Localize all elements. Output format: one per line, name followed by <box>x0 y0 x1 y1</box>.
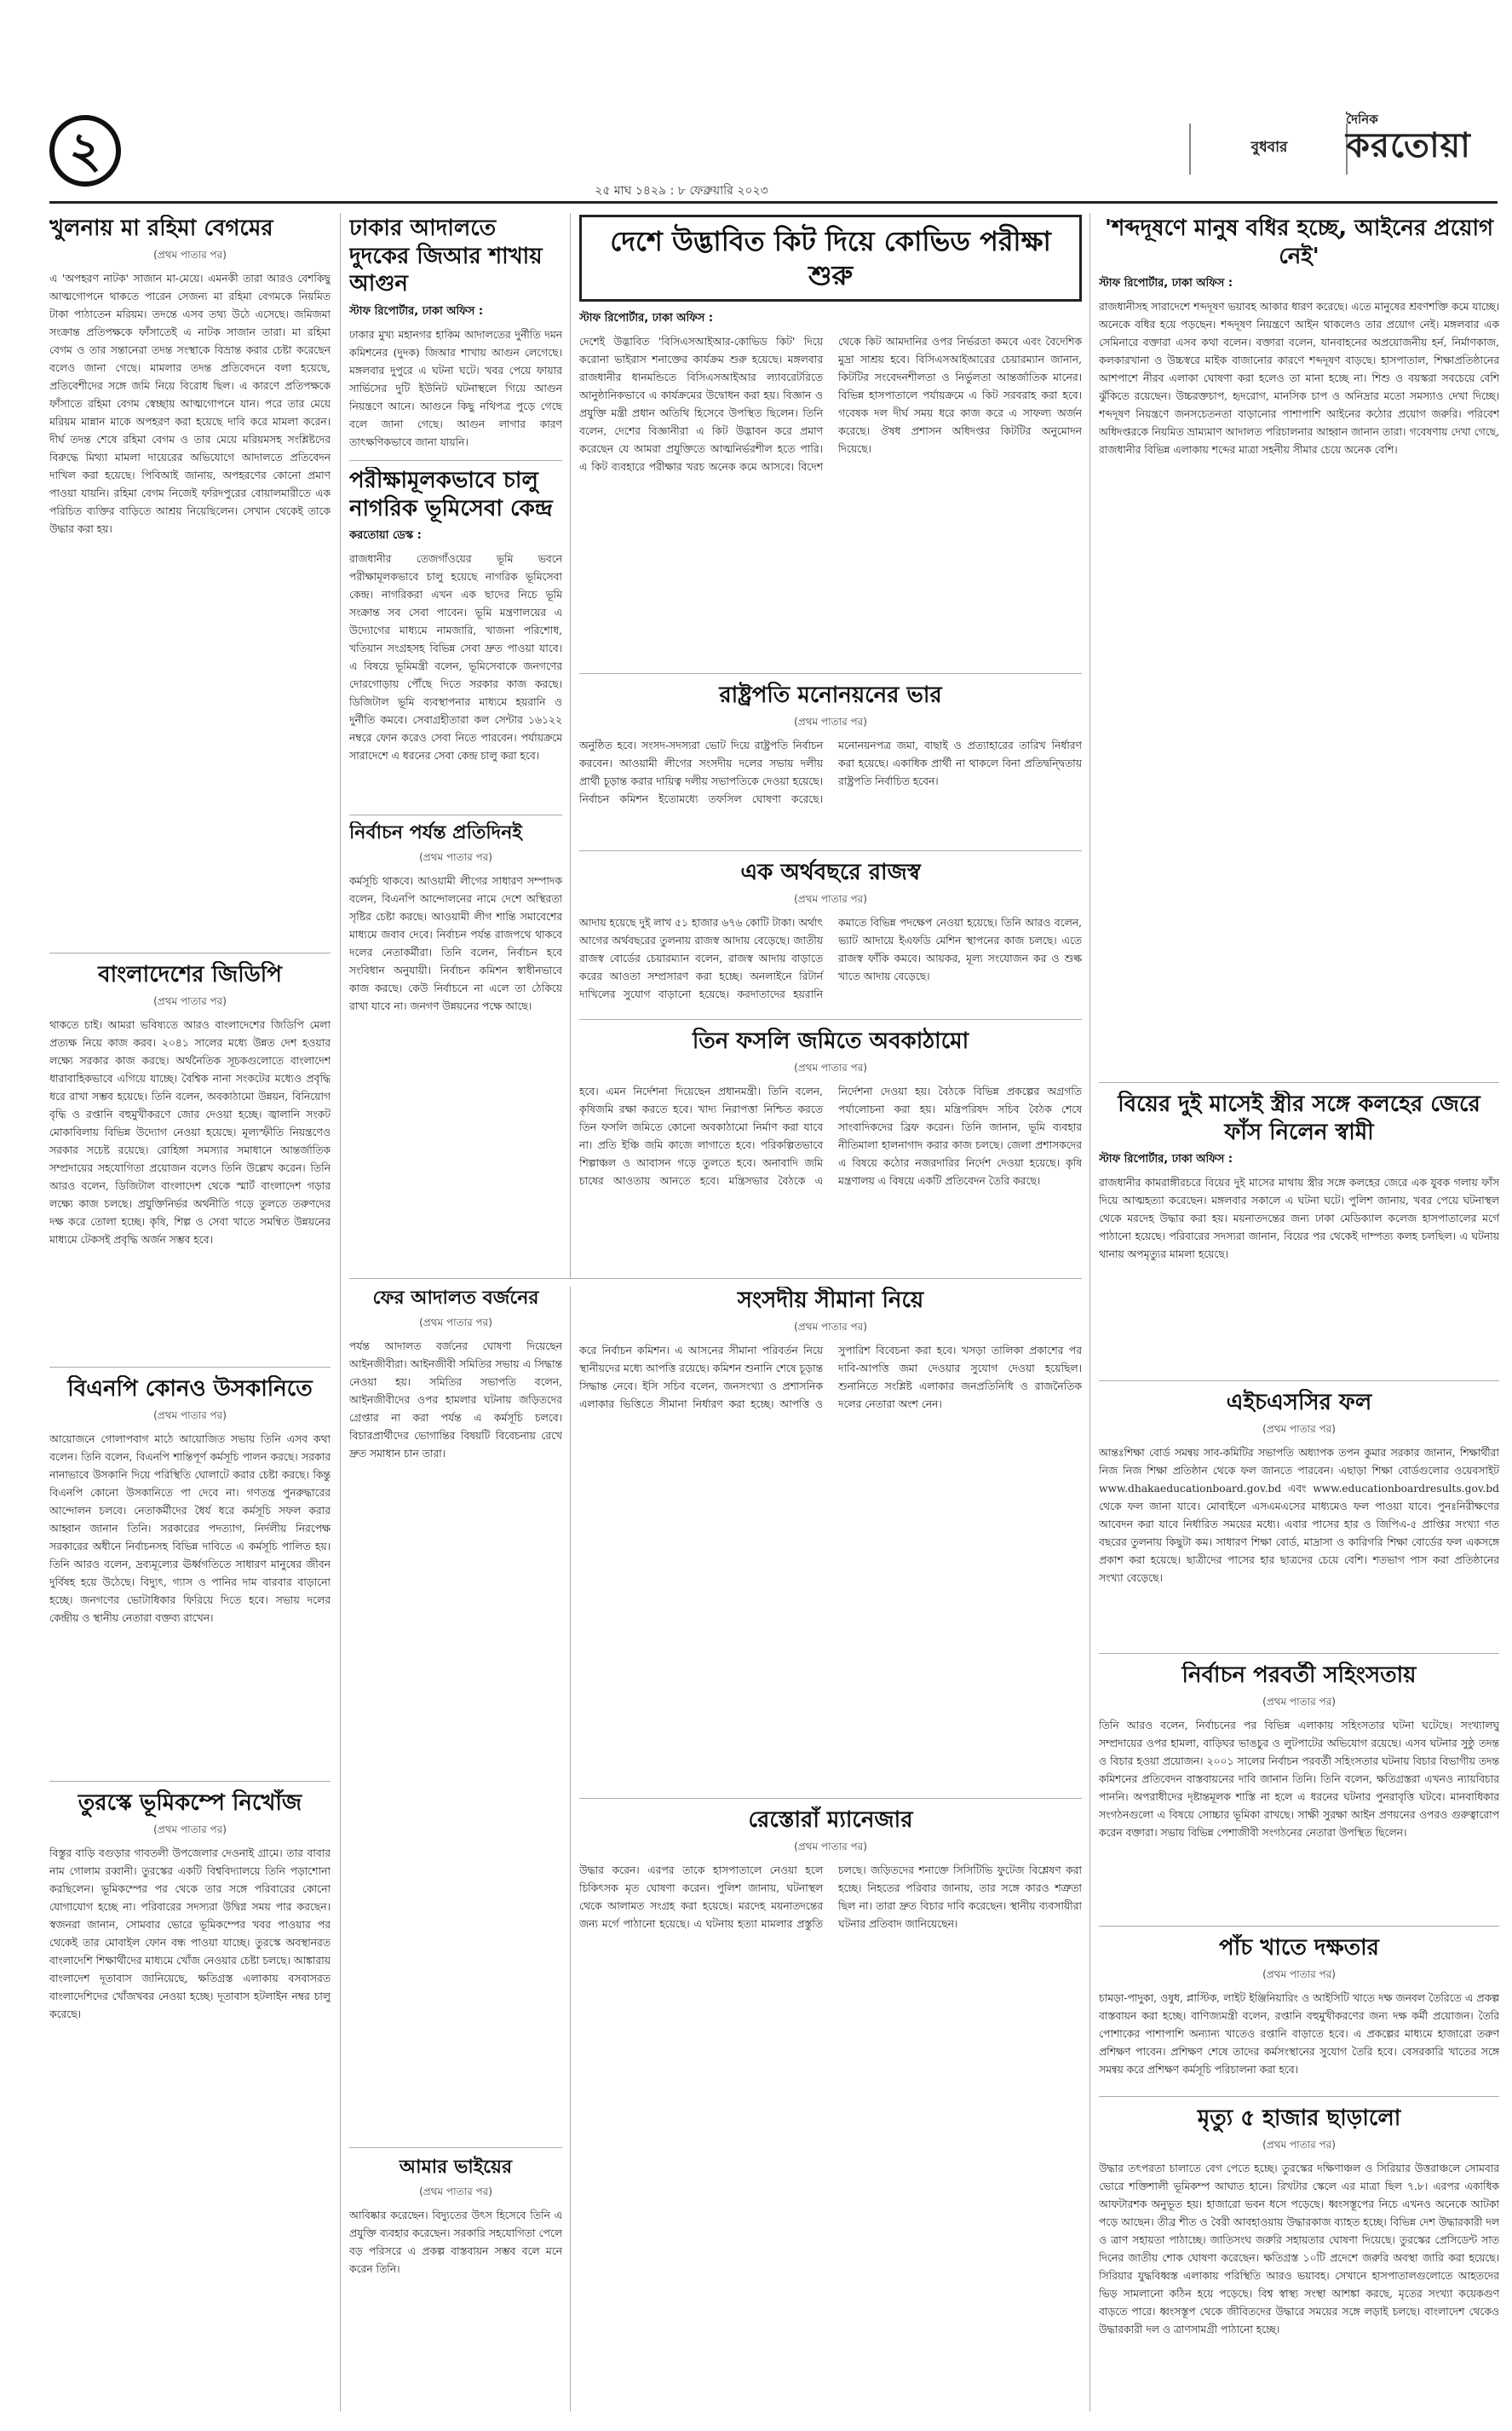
article-body: চামড়া-পাদুকা, ওষুধ, প্লাস্টিক, লাইট ইঞ্জিনিয়ারিং ও আইসিটি খাতে দক্ষ জনবল তৈরিতে এ প্রকল্প বাস্তবায়ন করা হচ্ছে। বাণিজ্যমন্ত্রী বলেন, রপ্তানি বহুমুখীকরণের জন্য দক্ষ কর্মী প্রয়োজন। তৈরি পোশাকের পাশাপাশি অন্যান্য খাতেও রপ্তানি বাড়াতে হবে। এ প্রকল্পের মাধ্যমে হাজারো তরুণ প্রশিক্ষণ পাবেন। প্রশিক্ষণ শেষে তাদের কর্মসংস্থানের সুযোগ তৈরি হবে। বেসরকারি খাতের সঙ্গে সমন্বয় করে প্রশিক্ষণ কর্মসূচি পরিচালনা করা হবে। <box>1099 1991 1499 2076</box>
article-byline: স্টাফ রিপোর্টার, ঢাকা অফিস : <box>1099 277 1233 290</box>
article-byline: স্টাফ রিপোর্টার, ঢাকা অফিস : <box>1099 1153 1233 1166</box>
article <box>579 682 1082 844</box>
article-divider <box>579 673 1082 674</box>
article-body: আবিষ্কার করেছেন। বিদ্যুতের উৎস হিসেবে তিনি এ প্রযুক্তি ব্যবহার করেছেন। সরকারি সহযোগিতা পেলে বড় পরিসরে এ প্রকল্প বাস্তবায়ন সম্ভব বলে মনে করেন তিনি। <box>349 2209 562 2275</box>
article-byline: স্টাফ রিপোর্টার, ঢাকা অফিস : <box>349 304 484 318</box>
article <box>579 215 1082 666</box>
article-body: বিস্তুর বাড়ি বগুড়ার গাবতলী উপজেলার দেওনাই গ্রামে। তার বাবার নাম গোলাম রব্বানী। তুরস্কের একটি বিশ্ববিদ্যালয়ে তিনি পড়াশোনা করছিলেন। ভূমিকম্পের পর থেকে তার সঙ্গে পরিবারের কোনো যোগাযোগ হচ্ছে না। পরিবারের সদস্যরা উদ্বিগ্ন সময় পার করছেন। স্বজনরা জানান, সোমবার ভোরে ভূমিকম্পের খবর পাওয়ার পর থেকেই তার মোবাইল ফোন বন্ধ পাওয়া যাচ্ছে। তুরস্কে অবস্থানরত বাংলাদেশি শিক্ষার্থীদের মাধ্যমে খোঁজ নেওয়ার চেষ্টা চলছে। আঙ্কারায় বাংলাদেশ দূতাবাস জানিয়েছে, ক্ষতিগ্রস্ত এলাকায় বসবাসরত বাংলাদেশিদের খোঁজখবর নেওয়া হচ্ছে। দূতাবাস হটলাইন নম্বর চালু করেছে। <box>49 1846 331 2020</box>
article <box>1099 1389 1499 1645</box>
article-body: থাকতে চাই। আমরা ভবিষ্যতে আরও বাংলাদেশের জিডিপি মেলা প্রত্যক্ষ নিয়ে কাজ করব। ২০৪১ সালের মধ্যে উন্নত দেশ হওয়ার লক্ষ্যে সরকার কাজ করছে। অর্থনৈতিক সূচকগুলোতে বাংলাদেশ ধারাবাহিকভাবে এগিয়ে যাচ্ছে। বৈশ্বিক নানা সংকটের মধ্যেও প্রবৃদ্ধি ধরে রাখা সম্ভব হয়েছে। তিনি বলেন, অবকাঠামো উন্নয়ন, বিনিয়োগ বৃদ্ধি ও রপ্তানি বহুমুখীকরণে জোর দেওয়া হচ্ছে। জ্বালানি সংকট মোকাবিলায় বিভিন্ন উদ্যোগ নেওয়া হয়েছে। মূল্যস্ফীতি নিয়ন্ত্রণেও সরকার সচেষ্ট রয়েছে। রোহিঙ্গা সমস্যার সমাধানে আন্তর্জাতিক সম্প্রদায়ের সহযোগিতা প্রয়োজন বলেও তিনি উল্লেখ করেন। তিনি আরও বলেন, ডিজিটাল বাংলাদেশ থেকে স্মার্ট বাংলাদেশ গড়ার লক্ষ্যে কাজ চলছে। প্রযুক্তিনির্ভর অর্থনীতি গড়ে তুলতে তরুণদের দক্ষ করে তোলা হচ্ছে। কৃষি, শিল্প ও সেবা খাতে সমন্বিত উন্নয়নের মাধ্যমে টেকসই প্রবৃদ্ধি অর্জন সম্ভব হবে। <box>49 1018 331 1246</box>
article <box>349 467 562 808</box>
article-headline: খুলনায় মা রহিমা বেগমের <box>49 216 273 241</box>
article-continued: (প্রথম পাতার পর) <box>419 1316 492 1328</box>
article-continued: (প্রথম পাতার পর) <box>794 1320 867 1333</box>
article <box>49 1789 331 2411</box>
article-continued: (প্রথম পাতার পর) <box>1262 1422 1336 1435</box>
article-body: হবে। এমন নির্দেশনা দিয়েছেন প্রধানমন্ত্রী। তিনি বলেন, কৃষিজমি রক্ষা করতে হবে। খাদ্য নিরাপত্তা নিশ্চিত করতে তিন ফসলি জমিতে কোনো অবকাঠামো নির্মাণ করা যাবে না। প্রতি ইঞ্চি জমি কাজে লাগাতে হবে। পরিকল্পিতভাবে শিল্পাঞ্চল ও আবাসন গড়ে তুলতে হবে। অনাবাদি জমি চাষের আওতায় আনতে হবে। মন্ত্রিসভার বৈঠকে এ নির্দেশনা দেওয়া হয়। বৈঠকে বিভিন্ন প্রকল্পের অগ্রগতি পর্যালোচনা করা হয়। মন্ত্রিপরিষদ সচিব বৈঠক শেষে সাংবাদিকদের ব্রিফ করেন। তিনি জানান, ভূমি ব্যবহার নীতিমালা হালনাগাদ করার কাজ চলছে। জেলা প্রশাসকদের এ বিষয়ে কঠোর নজরদারির নির্দেশ দেওয়া হয়েছে। কৃষি মন্ত্রণালয় এ বিষয়ে একটি প্রতিবেদন তৈরি করছে। <box>579 1085 1082 1187</box>
article-divider <box>349 460 562 461</box>
article-body: দেশেই উদ্ভাবিত 'বিসিএসআইআর-কোভিড কিট' দিয়ে করোনা ভাইরাস শনাক্তের কার্যক্রম শুরু হয়েছে। মঙ্গলবার রাজধানীর ধানমন্ডিতে বিসিএসআইআর ল্যাবরেটরিতে আনুষ্ঠানিকভাবে এ কার্যক্রমের উদ্বোধন করা হয়। বিজ্ঞান ও প্রযুক্তি মন্ত্রী প্রধান অতিথি হিসেবে উপস্থিত ছিলেন। তিনি বলেন, দেশের বিজ্ঞানীরা এ কিট উদ্ভাবন করে প্রমাণ করেছেন যে আমরা প্রযুক্তিতে আত্মনির্ভরশীল হতে পারি। এ কিট ব্যবহারে পরীক্ষার খরচ অনেক কমে আসবে। বিদেশ থেকে কিট আমদানির ওপর নির্ভরতা কমবে এবং বৈদেশিক মুদ্রা সাশ্রয় হবে। বিসিএসআইআরের চেয়ারম্যান জানান, কিটটির সংবেদনশীলতা ও নির্ভুলতা আন্তর্জাতিক মানের। বিভিন্ন হাসপাতালে পর্যায়ক্রমে এ কিট সরবরাহ করা হবে। গবেষক দল দীর্ঘ সময় ধরে কাজ করে এ সাফল্য অর্জন করেছে। ঔষধ প্রশাসন অধিদপ্তর কিটটির অনুমোদন দিয়েছে। <box>579 336 1082 473</box>
article <box>1099 215 1499 1075</box>
article-continued: (প্রথম পাতার পর) <box>153 1408 227 1421</box>
article <box>349 821 562 1264</box>
article-continued: (প্রথম পাতার পর) <box>794 1840 867 1852</box>
article-divider <box>579 1019 1082 1020</box>
article-headline: এইচএসসির ফল <box>1226 1390 1372 1415</box>
article-body: তিনি আরও বলেন, নির্বাচনের পর বিভিন্ন এলাকায় সহিংসতার ঘটনা ঘটেছে। সংখ্যালঘু সম্প্রদায়ের ওপর হামলা, বাড়িঘর ভাঙচুর ও লুটপাটের অভিযোগ রয়েছে। এসব ঘটনার সুষ্ঠু তদন্ত ও বিচার হওয়া প্রয়োজন। ২০০১ সালের নির্বাচন পরবর্তী সহিংসতার ঘটনায় বিচার বিভাগীয় তদন্ত কমিশনের প্রতিবেদন বাস্তবায়নের দাবি জানান তিনি। তিনি বলেন, ক্ষতিগ্রস্তরা এখনও ন্যায়বিচার পাননি। অপরাধীদের দৃষ্টান্তমূলক শাস্তি না হলে এ ধরনের ঘটনার পুনরাবৃত্তি ঘটবে। মানবাধিকার সংগঠনগুলো এ বিষয়ে সোচ্চার ভূমিকা রাখছে। সাক্ষী সুরক্ষা আইন প্রণয়নের ওপরও গুরুত্বারোপ করেন বক্তারা। সভায় বিভিন্ন পেশাজীবী সংগঠনের নেতারা উপস্থিত ছিলেন। <box>1099 1719 1499 1839</box>
article <box>1099 1662 1499 1917</box>
page-number-badge: ২ <box>49 115 121 187</box>
article <box>1099 1934 1499 2088</box>
article-headline: নির্বাচন পরবর্তী সহিংসতায় <box>1181 1662 1417 1688</box>
article-divider <box>1099 2096 1499 2097</box>
article-headline: পরীক্ষামূলকভাবে চালু নাগরিক ভূমিসেবা কেন্দ্র <box>349 468 553 521</box>
article <box>49 215 331 948</box>
article-continued: (প্রথম পাতার পর) <box>419 850 492 863</box>
article-headline: ঢাকার আদালতে দুদকের জিআর শাখায় আগুন <box>349 216 543 297</box>
article-divider <box>1099 1082 1499 1083</box>
article-headline: নির্বাচন পর্যন্ত প্রতিদিনই <box>349 822 522 844</box>
article <box>49 961 331 1362</box>
article-divider <box>1099 1926 1499 1927</box>
article-continued: (প্রথম পাতার পর) <box>1262 2138 1336 2151</box>
article-body: ঢাকার মুখ্য মহানগর হাকিম আদালতের দুর্নীতি দমন কমিশনের (দুদক) জিআর শাখায় আগুন লেগেছে। মঙ্গলবার দুপুরে এ ঘটনা ঘটে। খবর পেয়ে ফায়ার সার্ভিসের দুটি ইউনিট ঘটনাস্থলে গিয়ে আগুন নিয়ন্ত্রণে আনে। আগুনে কিছু নথিপত্র পুড়ে গেছে বলে জানা গেছে। আগুন লাগার কারণ তাৎক্ষণিকভাবে জানা যায়নি। <box>349 328 562 448</box>
article-divider <box>349 1278 1082 1279</box>
article-divider <box>1099 1380 1499 1381</box>
article-headline: বিএনপি কোনও উসকানিতে <box>67 1376 313 1402</box>
article-body: কর্মসূচি থাকবে। আওয়ামী লীগের সাধারণ সম্পাদক বলেন, বিএনপি আন্দোলনের নামে দেশে অস্থিরতা সৃষ্টির চেষ্টা করছে। আওয়ামী লীগ শান্তি সমাবেশের মাধ্যমে জবাব দেবে। নির্বাচন পর্যন্ত রাজপথে থাকবে দলের নেতাকর্মীরা। তিনি বলেন, নির্বাচন হবে সংবিধান অনুযায়ী। নির্বাচন কমিশন স্বাধীনভাবে কাজ করছে। কেউ নির্বাচনে না এলে তা ঠেকিয়ে রাখা যাবে না। জনগণ উন্নয়নের পক্ষে আছে। <box>349 874 562 1012</box>
article-continued: (প্রথম পাতার পর) <box>153 994 227 1007</box>
article-divider <box>349 2147 562 2148</box>
article <box>349 215 562 453</box>
article-body: আদায় হয়েছে দুই লাখ ৫১ হাজার ৬৭৬ কোটি টাকা। অর্থাৎ আগের অর্থবছরের তুলনায় রাজস্ব আদায় বেড়েছে। জাতীয় রাজস্ব বোর্ডের চেয়ারম্যান বলেন, রাজস্ব আদায় বাড়াতে করের আওতা সম্প্রসারণ করা হচ্ছে। অনলাইনে রিটার্ন দাখিলের সুযোগ বাড়ানো হয়েছে। করদাতাদের হয়রানি কমাতে বিভিন্ন পদক্ষেপ নেওয়া হয়েছে। তিনি আরও বলেন, ভ্যাট আদায়ে ইএফডি মেশিন স্থাপনের কাজ চলছে। এতে রাজস্ব ফাঁকি কমবে। আয়কর, মূল্য সংযোজন কর ও শুল্ক খাতে আদায় বেড়েছে। <box>579 916 1082 1000</box>
day-name: বুধবার <box>1250 139 1288 156</box>
article-continued: (প্রথম পাতার পর) <box>153 248 227 261</box>
article-body: আন্তঃশিক্ষা বোর্ড সমন্বয় সাব-কমিটির সভাপতি অধ্যাপক তপন কুমার সরকার জানান, শিক্ষার্থীরা নিজ নিজ শিক্ষা প্রতিষ্ঠান থেকে ফল জানতে পারবেন। এছাড়া শিক্ষা বোর্ডগুলোর ওয়েবসাইট www.dhakaeducationboard.gov.bd এবং www.educationboardresults.gov.bd থেকে ফল জানা যাবে। মোবাইলে এসএমএসের মাধ্যমেও ফল পাওয়া যাবে। পুনঃনিরীক্ষণের আবেদন করা যাবে নির্ধারিত সময়ের মধ্যে। এবার পাসের হার ও জিপিএ-৫ প্রাপ্তির সংখ্যা গত বছরের তুলনায় কিছুটা কম। সাধারণ শিক্ষা বোর্ড, মাদ্রাসা ও কারিগরি শিক্ষা বোর্ডের ফল একসঙ্গে প্রকাশ করা হয়েছে। ছাত্রীদের পাসের হার ছাত্রদের চেয়ে বেশি। শতভাগ পাস করা প্রতিষ্ঠানের সংখ্যা বেড়েছে। <box>1099 1446 1499 1584</box>
logo-subtitle: দৈনিক <box>1346 112 1378 127</box>
column-divider <box>570 1287 571 2411</box>
article-headline: রেস্তোরাঁ ম্যানেজার <box>748 1807 913 1833</box>
article-body: করে নির্বাচন কমিশন। এ আসনের সীমানা পরিবর্তন নিয়ে স্থানীয়দের মধ্যে আপত্তি রয়েছে। কমিশন শুনানি শেষে চূড়ান্ত সিদ্ধান্ত নেবে। ইসি সচিব বলেন, জনসংখ্যা ও প্রশাসনিক এলাকার ভিত্তিতে সীমানা নির্ধারণ করা হচ্ছে। আপত্তি ও সুপারিশ বিবেচনা করা হবে। খসড়া তালিকা প্রকাশের পর দাবি-আপত্তি জমা দেওয়ার সুযোগ দেওয়া হয়েছিল। শুনানিতে সংশ্লিষ্ট এলাকার জনপ্রতিনিধি ও রাজনৈতিক দলের নেতারা অংশ নেন। <box>579 1344 1082 1410</box>
article-headline: 'শব্দদূষণে মানুষ বধির হচ্ছে, আইনের প্রয়োগ নেই' <box>1104 216 1494 269</box>
article-continued: (প্রথম পাতার পর) <box>1262 1967 1336 1980</box>
article-divider <box>1099 1653 1499 1654</box>
article-body: এ 'অপহরণ নাটক' সাজান মা-মেয়ে। এমনকী তারা আরও বেশকিছু আত্মগোপনে থাকতে পারেন সেজন্য মা রহিমা বেগমকে নিয়মিত টাকা পাঠাতেন মরিয়ম। তদন্তে এসব তথ্য উঠে এসেছে। জমিজমা সংক্রান্ত প্রতিপক্ষকে ফাঁসাতেই এ নাটক সাজান তারা। মা রহিমা বেগম ও তার সন্তানেরা তদন্ত সংস্থাকে বিভ্রান্ত করার চেষ্টা করেছেন বলেও জানা গেছে। মামলার তদন্ত প্রতিবেদনে বলা হয়েছে, প্রতিবেশীদের সঙ্গে জমি নিয়ে বিরোধ ছিল। এ কারণে প্রতিপক্ষকে ফাঁসাতে রহিমা বেগম স্বেচ্ছায় আত্মগোপনে যান। পরে তার মেয়ে মরিয়ম মান্নান মাকে অপহরণ করা হয়েছে দাবি করে মামলা করেন। দীর্ঘ তদন্ত শেষে রহিমা বেগম ও তার মেয়ে মরিয়মসহ সংশ্লিষ্টদের বিরুদ্ধে মিথ্যা মামলা দায়েরের অভিযোগে আদালতে প্রতিবেদন দাখিল করা হয়েছে। পিবিআই জানায়, অপহরণের কোনো প্রমাণ পাওয়া যায়নি। রহিমা বেগম নিজেই ফরিদপুরের বোয়ালমারীতে এক পরিচিত ব্যক্তির বাড়িতে আশ্রয় নিয়েছিলেন। সেখান থেকেই তাকে উদ্ধার করা হয়। <box>49 272 331 535</box>
article <box>349 2156 562 2411</box>
article-body: উদ্ধার তৎপরতা চালাতে বেগ পেতে হচ্ছে। তুরস্কের দক্ষিণাঞ্চল ও সিরিয়ার উত্তরাঞ্চলে সোমবার ভোরে শক্তিশালী ভূমিকম্প আঘাত হানে। রিখটার স্কেলে এর মাত্রা ছিল ৭.৮। এরপর একাধিক আফটারশক অনুভূত হয়। হাজারো ভবন ধসে পড়েছে। ধ্বংসস্তূপের নিচে এখনও অনেকে আটকা পড়ে আছেন। তীব্র শীত ও বৈরী আবহাওয়ায় উদ্ধারকাজ ব্যাহত হচ্ছে। বিভিন্ন দেশ উদ্ধারকারী দল ও ত্রাণ সহায়তা পাঠাচ্ছে। জাতিসংঘ জরুরি সহায়তার ঘোষণা দিয়েছে। তুরস্কের প্রেসিডেন্ট সাত দিনের জাতীয় শোক ঘোষণা করেছেন। ক্ষতিগ্রস্ত ১০টি প্রদেশে জরুরি অবস্থা জারি করা হয়েছে। সিরিয়ার যুদ্ধবিধ্বস্ত এলাকায় পরিস্থিতি আরও ভয়াবহ। সেখানে হাসপাতালগুলোতে আহতদের ভিড় সামলানো কঠিন হয়ে পড়েছে। বিশ্ব স্বাস্থ্য সংস্থা আশঙ্কা করছে, মৃতের সংখ্যা কয়েকগুণ বাড়তে পারে। ধ্বংসস্তূপ থেকে জীবিতদের উদ্ধারে সময়ের সঙ্গে লড়াই চলছে। বাংলাদেশ থেকেও উদ্ধারকারী দল ও ত্রাণসামগ্রী পাঠানো হচ্ছে। <box>1099 2162 1499 2336</box>
article <box>349 1287 562 2139</box>
article-byline: স্টাফ রিপোর্টার, ঢাকা অফিস : <box>579 312 714 325</box>
column-divider <box>570 213 571 1278</box>
article-headline: সংসদীয় সীমানা নিয়ে <box>737 1288 924 1313</box>
article-headline: বিয়ের দুই মাসেই স্ত্রীর সঙ্গে কলহের জেরে ফাঁস নিলেন স্বামী <box>1118 1092 1480 1145</box>
article-continued: (প্রথম পাতার পর) <box>794 892 867 905</box>
logo-title: করতোয়া <box>1346 126 1471 165</box>
column-divider <box>1089 213 1090 2411</box>
article <box>579 859 1082 1012</box>
article-divider <box>579 850 1082 851</box>
article-headline: আমার ভাইয়ের <box>399 2157 513 2178</box>
article-headline: পাঁচ খাতে দক্ষতার <box>1219 1935 1379 1961</box>
article-divider <box>49 1781 331 1782</box>
article-byline: করতোয়া ডেস্ক : <box>349 529 422 542</box>
article-headline: বাংলাদেশের জিডিপি <box>98 962 282 988</box>
article-continued: (প্রথম পাতার পর) <box>153 1823 227 1835</box>
article <box>1099 2105 1499 2411</box>
article <box>579 1287 1082 1789</box>
article-headline: তুরস্কে ভূমিকম্পে নিখোঁজ <box>78 1790 302 1816</box>
masthead-divider <box>1189 124 1191 175</box>
article <box>49 1375 331 1776</box>
date-line: ২৫ মাঘ ১৪২৯ : ৮ ফেব্রুয়ারি ২০২৩ <box>595 184 768 198</box>
article-divider <box>579 1798 1082 1799</box>
newspaper-logo <box>1346 112 1491 181</box>
article-continued: (প্রথম পাতার পর) <box>1262 1695 1336 1708</box>
article-headline: দেশে উদ্ভাবিত কিট দিয়ে কোভিড পরীক্ষা শুরু <box>579 215 1082 302</box>
article-continued: (প্রথম পাতার পর) <box>419 2185 492 2198</box>
article <box>1099 1091 1499 1372</box>
article-headline: তিন ফসলি জমিতে অবকাঠামো <box>692 1028 969 1054</box>
article-divider <box>49 1367 331 1368</box>
article-body: রাজধানীর কামরাঙ্গীরচরে বিয়ের দুই মাসের মাথায় স্ত্রীর সঙ্গে কলহের জেরে এক যুবক গলায় ফাঁস দিয়ে আত্মহত্যা করেছেন। মঙ্গলবার সকালে এ ঘটনা ঘটে। পুলিশ জানায়, খবর পেয়ে ঘটনাস্থল থেকে মরদেহ উদ্ধার করা হয়। ময়নাতদন্তের জন্য ঢাকা মেডিক্যাল কলেজ হাসপাতালের মর্গে পাঠানো হয়েছে। পরিবারের সদস্যরা জানান, বিয়ের পর থেকেই দাম্পত্য কলহ চলছিল। এ ঘটনায় থানায় অপমৃত্যুর মামলা হয়েছে। <box>1099 1177 1499 1260</box>
article-continued: (প্রথম পাতার পর) <box>794 715 867 728</box>
article-body: রাজধানীসহ সারাদেশে শব্দদূষণ ভয়াবহ আকার ধারণ করেছে। এতে মানুষের শ্রবণশক্তি কমে যাচ্ছে। অনেকে বধির হয়ে পড়ছেন। শব্দদূষণ নিয়ন্ত্রণে আইন থাকলেও তার প্রয়োগ নেই। মঙ্গলবার এক সেমিনারে বক্তারা এসব কথা বলেন। বক্তারা বলেন, যানবাহনের অপ্রয়োজনীয় হর্ন, নির্মাণকাজ, কলকারখানা ও উচ্চস্বরে মাইক বাজানোর কারণে শব্দদূষণ বাড়ছে। হাসপাতাল, শিক্ষাপ্রতিষ্ঠানের আশপাশে নীরব এলাকা ঘোষণা করা হলেও তা মানা হচ্ছে না। শিশু ও বয়স্করা সবচেয়ে বেশি ঝুঁকিতে রয়েছেন। উচ্চরক্তচাপ, হৃদরোগ, মানসিক চাপ ও অনিদ্রার মতো সমস্যাও দেখা দিচ্ছে। শব্দদূষণ নিয়ন্ত্রণে জনসচেতনতা বাড়ানোর পাশাপাশি আইনের কঠোর প্রয়োগ জরুরি। পরিবেশ অধিদপ্তরকে নিয়মিত ভ্রাম্যমাণ আদালত পরিচালনার আহ্বান জানান তারা। গবেষণায় দেখা গেছে, রাজধানীর বিভিন্ন এলাকায় শব্দের মাত্রা সহনীয় সীমার চেয়ে অনেক বেশি। <box>1099 301 1499 456</box>
article <box>579 1028 1082 1275</box>
article-body: আয়োজনে গোলাপবাগ মাঠে আয়োজিত সভায় তিনি এসব কথা বলেন। তিনি বলেন, বিএনপি শান্তিপূর্ণ কর্মসূচি পালন করছে। সরকার নানাভাবে উসকানি দিয়ে পরিস্থিতি ঘোলাটে করার চেষ্টা করছে। কিন্তু বিএনপি কোনো উসকানিতে পা দেবে না। গণতন্ত্র পুনরুদ্ধারের আন্দোলন চলবে। নেতাকর্মীদের ধৈর্য ধরে কর্মসূচি সফল করার আহ্বান জানান তিনি। সরকারের পদত্যাগ, নির্দলীয় নিরপেক্ষ সরকারের অধীনে নির্বাচনসহ বিভিন্ন দাবিতে এ কর্মসূচি পালিত হয়। তিনি আরও বলেন, দ্রব্যমূল্যের ঊর্ধ্বগতিতে সাধারণ মানুষের জীবন দুর্বিষহ হয়ে উঠেছে। বিদ্যুৎ, গ্যাস ও পানির দাম বারবার বাড়ানো হচ্ছে। জনগণের ভোটাধিকার ফিরিয়ে দিতে হবে। সভায় দলের কেন্দ্রীয় ও স্থানীয় নেতারা বক্তব্য রাখেন। <box>49 1432 331 1624</box>
article-headline: মৃত্যু ৫ হাজার ছাড়ালো <box>1197 2106 1401 2131</box>
article <box>579 1806 1082 2411</box>
article-headline: ফের আদালত বর্জনের <box>372 1288 539 1309</box>
article-headline: রাষ্ট্রপতি মনোনয়নের ভার <box>719 683 942 708</box>
article-body: পর্যন্ত আদালত বর্জনের ঘোষণা দিয়েছেন আইনজীবীরা। আইনজীবী সমিতির সভায় এ সিদ্ধান্ত নেওয়া হয়। সমিতির সভাপতি বলেন, আইনজীবীদের ওপর হামলার ঘটনায় জড়িতদের গ্রেপ্তার না করা পর্যন্ত এ কর্মসূচি চলবে। বিচারপ্রার্থীদের ভোগান্তির বিষয়টি বিবেচনায় রেখে দ্রুত সমাধান চান তারা। <box>349 1339 562 1460</box>
article-body: রাজধানীর তেজগাঁওয়ের ভূমি ভবনে পরীক্ষামূলকভাবে চালু হয়েছে নাগরিক ভূমিসেবা কেন্দ্র। নাগরিকরা এখন এক ছাদের নিচে ভূমি সংক্রান্ত সব সেবা পাবেন। ভূমি মন্ত্রণালয়ের এ উদ্যোগের মাধ্যমে নামজারি, খাজনা পরিশোধ, খতিয়ান সংগ্রহসহ বিভিন্ন সেবা দ্রুত পাওয়া যাবে। এ বিষয়ে ভূমিমন্ত্রী বলেন, ভূমিসেবাকে জনগণের দোরগোড়ায় পৌঁছে দিতে সরকার কাজ করছে। ডিজিটাল ভূমি ব্যবস্থাপনার মাধ্যমে হয়রানি ও দুর্নীতি কমবে। সেবাগ্রহীতারা কল সেন্টার ১৬১২২ নম্বরে ফোন করেও সেবা নিতে পারবেন। পর্যায়ক্রমে সারাদেশে এ ধরনের সেবা কেন্দ্র চালু করা হবে। <box>349 553 562 762</box>
article-continued: (প্রথম পাতার পর) <box>794 1061 867 1074</box>
masthead-rule <box>49 201 1498 204</box>
article-body: অনুষ্ঠিত হবে। সংসদ-সদস্যরা ভোট দিয়ে রাষ্ট্রপতি নির্বাচন করবেন। আওয়ামী লীগের সংসদীয় দলের সভায় দলীয় প্রার্থী চূড়ান্ত করার দায়িত্ব দলীয় সভাপতিকে দেওয়া হয়েছে। নির্বাচন কমিশন ইতোমধ্যে তফসিল ঘোষণা করেছে। মনোনয়নপত্র জমা, বাছাই ও প্রত্যাহারের তারিখ নির্ধারণ করা হয়েছে। একাধিক প্রার্থী না থাকলে বিনা প্রতিদ্বন্দ্বিতায় রাষ্ট্রপতি নির্বাচিত হবেন। <box>579 739 1082 805</box>
column-divider <box>340 213 341 2411</box>
article-body: উদ্ধার করেন। এরপর তাকে হাসপাতালে নেওয়া হলে চিকিৎসক মৃত ঘোষণা করেন। পুলিশ জানায়, ঘটনাস্থল থেকে আলামত সংগ্রহ করা হয়েছে। মরদেহ ময়নাতদন্তের জন্য মর্গে পাঠানো হয়েছে। এ ঘটনায় হত্যা মামলার প্রস্তুতি চলছে। জড়িতদের শনাক্তে সিসিটিভি ফুটেজ বিশ্লেষণ করা হচ্ছে। নিহতের পরিবার জানায়, তার সঙ্গে কারও শত্রুতা ছিল না। তারা দ্রুত বিচার দাবি করেছেন। স্থানীয় ব্যবসায়ীরা ঘটনার প্রতিবাদ জানিয়েছেন। <box>579 1864 1082 1930</box>
article-headline: এক অর্থবছরে রাজস্ব <box>740 860 921 885</box>
